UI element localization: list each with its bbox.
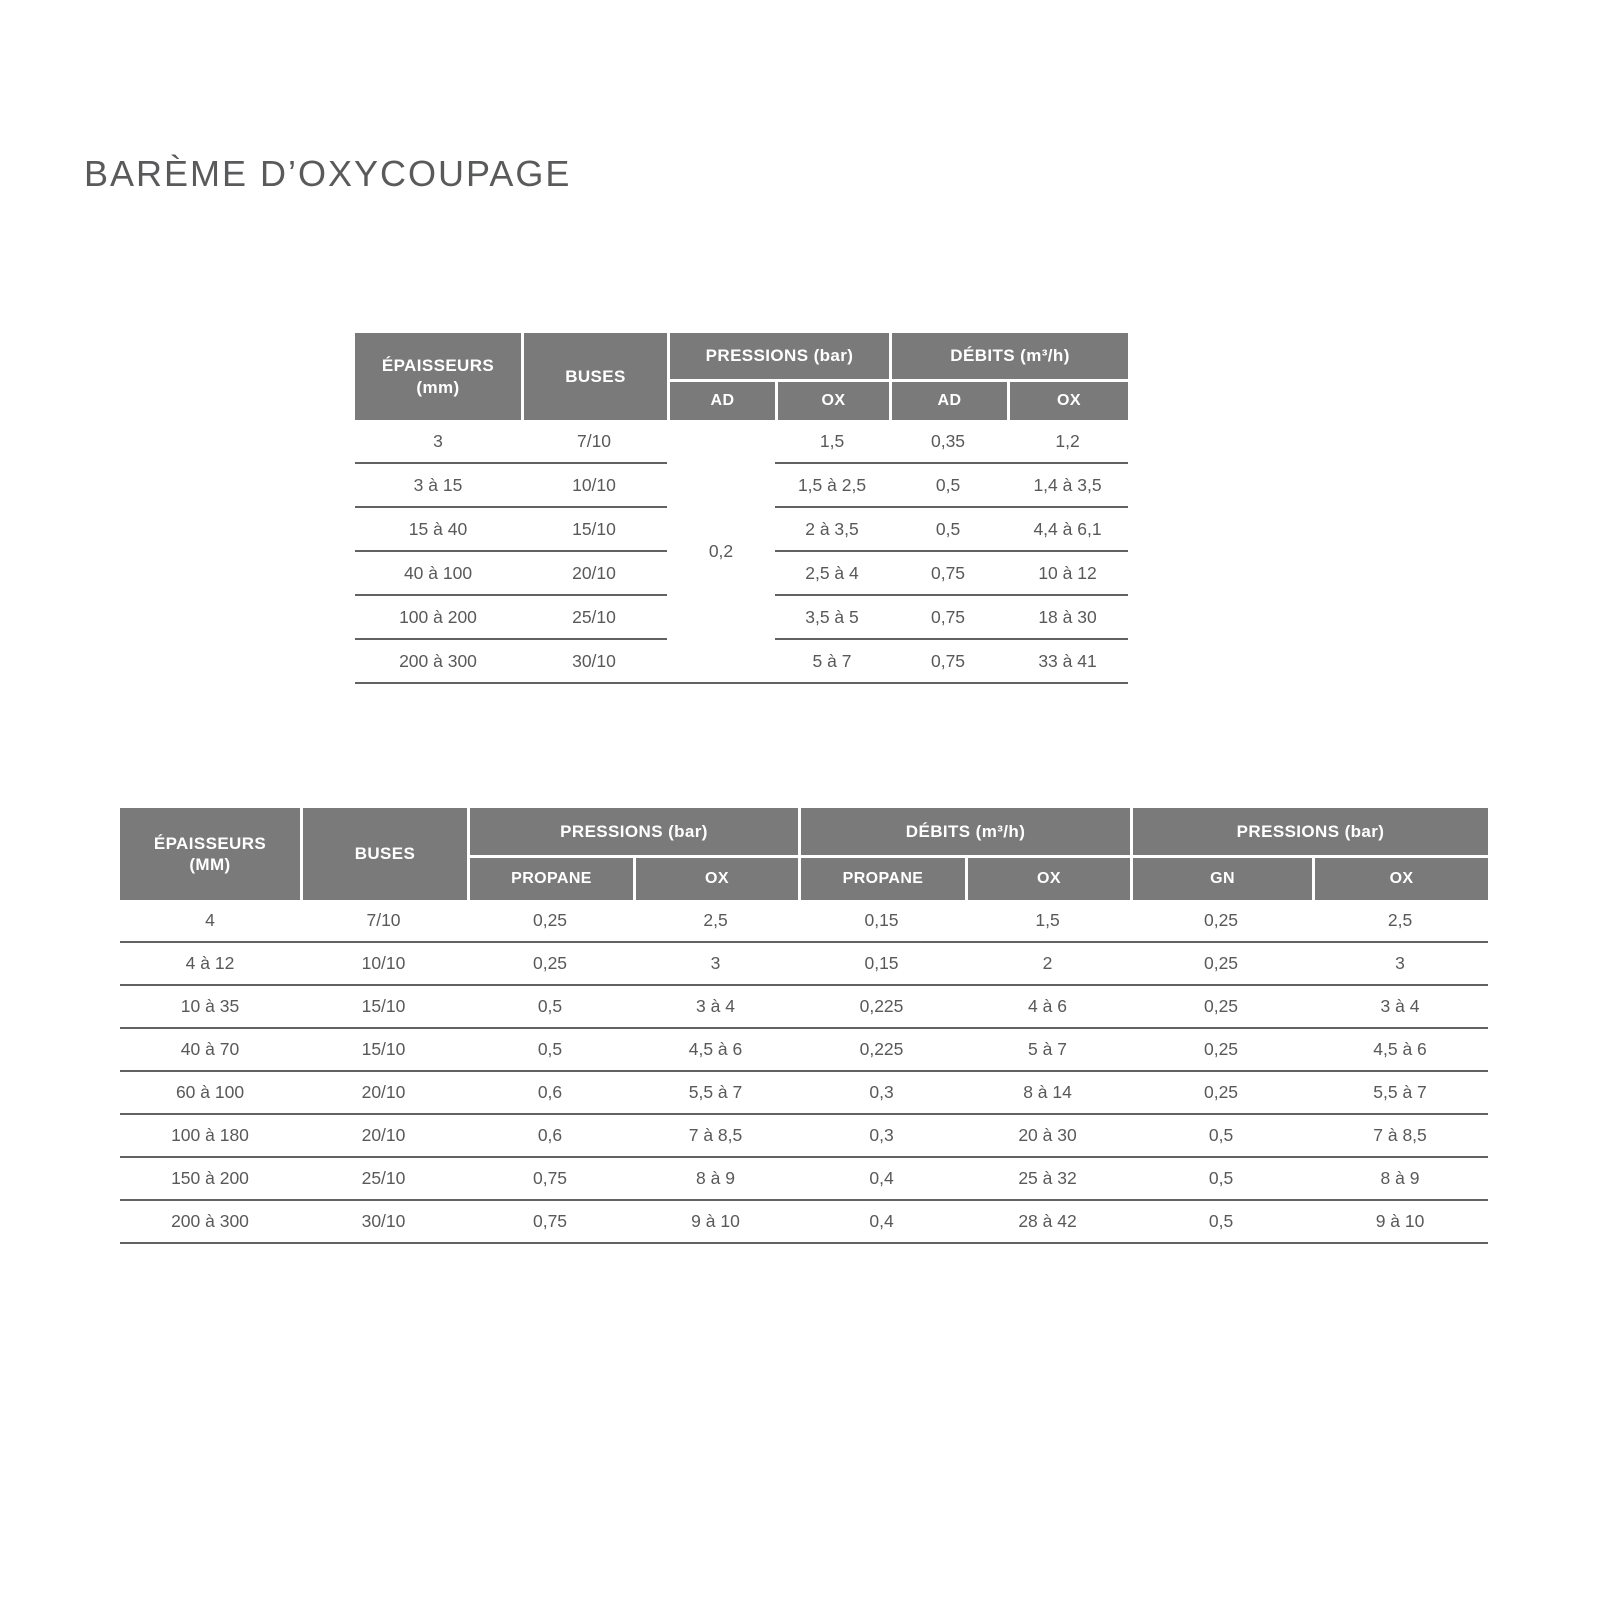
cell-epaisseur: 3 <box>355 420 521 464</box>
cell-debit-ox: 1,5 <box>965 900 1130 943</box>
cell-pression-propane: 0,75 <box>467 1201 633 1244</box>
cell-pression-ox: 4,5 à 6 <box>633 1029 798 1072</box>
column-header-buses: BUSES <box>521 333 667 420</box>
cell-epaisseur: 15 à 40 <box>355 508 521 552</box>
cell-pression-ox: 5,5 à 7 <box>633 1072 798 1115</box>
cell-pression-propane: 0,75 <box>467 1158 633 1201</box>
cell-buse: 20/10 <box>300 1072 467 1115</box>
cell-debit-propane: 0,225 <box>798 986 965 1029</box>
group-header-debits: DÉBITS (m³/h) <box>889 333 1128 379</box>
cell-debit-propane: 0,4 <box>798 1158 965 1201</box>
table-row <box>120 1201 1488 1244</box>
cell-debit-ox: 2 <box>965 943 1130 986</box>
cell-buse: 10/10 <box>521 464 667 508</box>
subheader-pression-ox: OX <box>775 379 889 420</box>
cell-buse: 15/10 <box>300 1029 467 1072</box>
cell-pression-gn-ox: 2,5 <box>1312 900 1488 943</box>
cell-pression-ox: 3,5 à 5 <box>775 596 889 640</box>
subheader-gn: GN <box>1130 855 1312 900</box>
cell-debit-ad: 0,75 <box>889 596 1007 640</box>
column-header-epaisseurs-line1: ÉPAISSEURS <box>153 833 267 853</box>
subheader-debit-ox: OX <box>965 855 1130 900</box>
cell-buse: 7/10 <box>521 420 667 464</box>
cell-buse: 20/10 <box>521 552 667 596</box>
table-row <box>120 1115 1488 1158</box>
cell-pression-ox: 2 à 3,5 <box>775 508 889 552</box>
cell-pression-propane: 0,6 <box>467 1072 633 1115</box>
cell-pression-ox: 5 à 7 <box>775 640 889 684</box>
column-header-buses: BUSES <box>300 808 467 900</box>
subheader-debit-ox: OX <box>1007 379 1128 420</box>
cell-debit-propane: 0,3 <box>798 1072 965 1115</box>
cell-epaisseur: 200 à 300 <box>355 640 521 684</box>
table-row <box>355 420 1128 464</box>
table-row <box>120 986 1488 1029</box>
cell-pression-gn: 0,25 <box>1130 900 1312 943</box>
cell-pression-gn: 0,25 <box>1130 986 1312 1029</box>
cell-pression-propane: 0,6 <box>467 1115 633 1158</box>
cell-debit-ox: 28 à 42 <box>965 1201 1130 1244</box>
cell-debit-propane: 0,225 <box>798 1029 965 1072</box>
cell-buse: 7/10 <box>300 900 467 943</box>
cell-pression-gn-ox: 5,5 à 7 <box>1312 1072 1488 1115</box>
cell-pression-gn-ox: 3 à 4 <box>1312 986 1488 1029</box>
cell-pression-gn-ox: 7 à 8,5 <box>1312 1115 1488 1158</box>
table-row <box>120 943 1488 986</box>
cell-debit-ox: 5 à 7 <box>965 1029 1130 1072</box>
cell-epaisseur: 100 à 180 <box>120 1115 300 1158</box>
page-title: BARÈME D’OXYCOUPAGE <box>84 153 572 194</box>
cell-epaisseur: 100 à 200 <box>355 596 521 640</box>
cell-buse: 25/10 <box>521 596 667 640</box>
column-header-epaisseurs-line2: (mm) <box>416 377 460 397</box>
cell-pression-gn: 0,5 <box>1130 1158 1312 1201</box>
cell-debit-ad: 0,75 <box>889 640 1007 684</box>
cell-debit-ox: 1,2 <box>1007 420 1128 464</box>
cell-buse: 25/10 <box>300 1158 467 1201</box>
cell-epaisseur: 10 à 35 <box>120 986 300 1029</box>
cell-epaisseur: 150 à 200 <box>120 1158 300 1201</box>
cell-debit-ox: 33 à 41 <box>1007 640 1128 684</box>
cell-debit-ox: 25 à 32 <box>965 1158 1130 1201</box>
cell-pression-ox: 1,5 <box>775 420 889 464</box>
cell-debit-ad: 0,5 <box>889 464 1007 508</box>
cell-debit-propane: 0,15 <box>798 900 965 943</box>
subheader-gn-ox: OX <box>1312 855 1488 900</box>
cell-pression-ox: 3 <box>633 943 798 986</box>
cell-epaisseur: 4 à 12 <box>120 943 300 986</box>
cell-pression-gn-ox: 8 à 9 <box>1312 1158 1488 1201</box>
group-header-debits: DÉBITS (m³/h) <box>798 808 1130 855</box>
group-header-pressions: PRESSIONS (bar) <box>667 333 889 379</box>
cell-pression-gn: 0,5 <box>1130 1115 1312 1158</box>
cell-epaisseur: 40 à 100 <box>355 552 521 596</box>
cell-epaisseur: 4 <box>120 900 300 943</box>
subheader-debit-ad: AD <box>889 379 1007 420</box>
cell-pression-gn: 0,25 <box>1130 1029 1312 1072</box>
cell-pression-ox: 3 à 4 <box>633 986 798 1029</box>
cell-pression-ad-merged: 0,2 <box>667 420 775 684</box>
cell-buse: 30/10 <box>300 1201 467 1244</box>
cell-pression-gn: 0,25 <box>1130 943 1312 986</box>
cell-buse: 15/10 <box>300 986 467 1029</box>
cell-pression-gn-ox: 3 <box>1312 943 1488 986</box>
table-row <box>120 1072 1488 1115</box>
cell-debit-ox: 1,4 à 3,5 <box>1007 464 1128 508</box>
table-oxycoupage-ad <box>355 333 1128 684</box>
cell-buse: 30/10 <box>521 640 667 684</box>
table-row <box>120 1029 1488 1072</box>
cell-pression-ox: 1,5 à 2,5 <box>775 464 889 508</box>
cell-buse: 15/10 <box>521 508 667 552</box>
cell-pression-propane: 0,5 <box>467 986 633 1029</box>
cell-pression-ox: 2,5 <box>633 900 798 943</box>
cell-epaisseur: 40 à 70 <box>120 1029 300 1072</box>
cell-debit-ox: 4,4 à 6,1 <box>1007 508 1128 552</box>
subheader-debit-propane: PROPANE <box>798 855 965 900</box>
table-oxycoupage-propane-gn <box>120 808 1488 1244</box>
cell-debit-ox: 10 à 12 <box>1007 552 1128 596</box>
cell-pression-ox: 9 à 10 <box>633 1201 798 1244</box>
cell-debit-propane: 0,3 <box>798 1115 965 1158</box>
cell-pression-ox: 8 à 9 <box>633 1158 798 1201</box>
cell-debit-ox: 4 à 6 <box>965 986 1130 1029</box>
cell-epaisseur: 60 à 100 <box>120 1072 300 1115</box>
cell-pression-propane: 0,25 <box>467 943 633 986</box>
cell-pression-ox: 7 à 8,5 <box>633 1115 798 1158</box>
cell-debit-ox: 8 à 14 <box>965 1072 1130 1115</box>
cell-debit-propane: 0,15 <box>798 943 965 986</box>
group-header-pressions-2: PRESSIONS (bar) <box>1130 808 1488 855</box>
table-row <box>120 1158 1488 1201</box>
cell-pression-gn: 0,25 <box>1130 1072 1312 1115</box>
cell-debit-ad: 0,5 <box>889 508 1007 552</box>
cell-debit-ad: 0,75 <box>889 552 1007 596</box>
table-row <box>120 900 1488 943</box>
cell-pression-gn-ox: 9 à 10 <box>1312 1201 1488 1244</box>
group-header-pressions-1: PRESSIONS (bar) <box>467 808 798 855</box>
cell-debit-ox: 20 à 30 <box>965 1115 1130 1158</box>
subheader-pression-ox: OX <box>633 855 798 900</box>
cell-pression-propane: 0,25 <box>467 900 633 943</box>
cell-pression-propane: 0,5 <box>467 1029 633 1072</box>
cell-epaisseur: 3 à 15 <box>355 464 521 508</box>
cell-buse: 20/10 <box>300 1115 467 1158</box>
cell-debit-ad: 0,35 <box>889 420 1007 464</box>
column-header-epaisseurs <box>355 333 521 420</box>
cell-pression-ox: 2,5 à 4 <box>775 552 889 596</box>
subheader-pression-propane: PROPANE <box>467 855 633 900</box>
cell-buse: 10/10 <box>300 943 467 986</box>
cell-pression-gn-ox: 4,5 à 6 <box>1312 1029 1488 1072</box>
column-header-epaisseurs <box>120 808 300 900</box>
subheader-pression-ad: AD <box>667 379 775 420</box>
cell-debit-ox: 18 à 30 <box>1007 596 1128 640</box>
cell-epaisseur: 200 à 300 <box>120 1201 300 1244</box>
cell-debit-propane: 0,4 <box>798 1201 965 1244</box>
column-header-epaisseurs-line2: (MM) <box>189 855 231 874</box>
cell-pression-gn: 0,5 <box>1130 1201 1312 1244</box>
column-header-epaisseurs-line1: ÉPAISSEURS <box>381 356 495 376</box>
